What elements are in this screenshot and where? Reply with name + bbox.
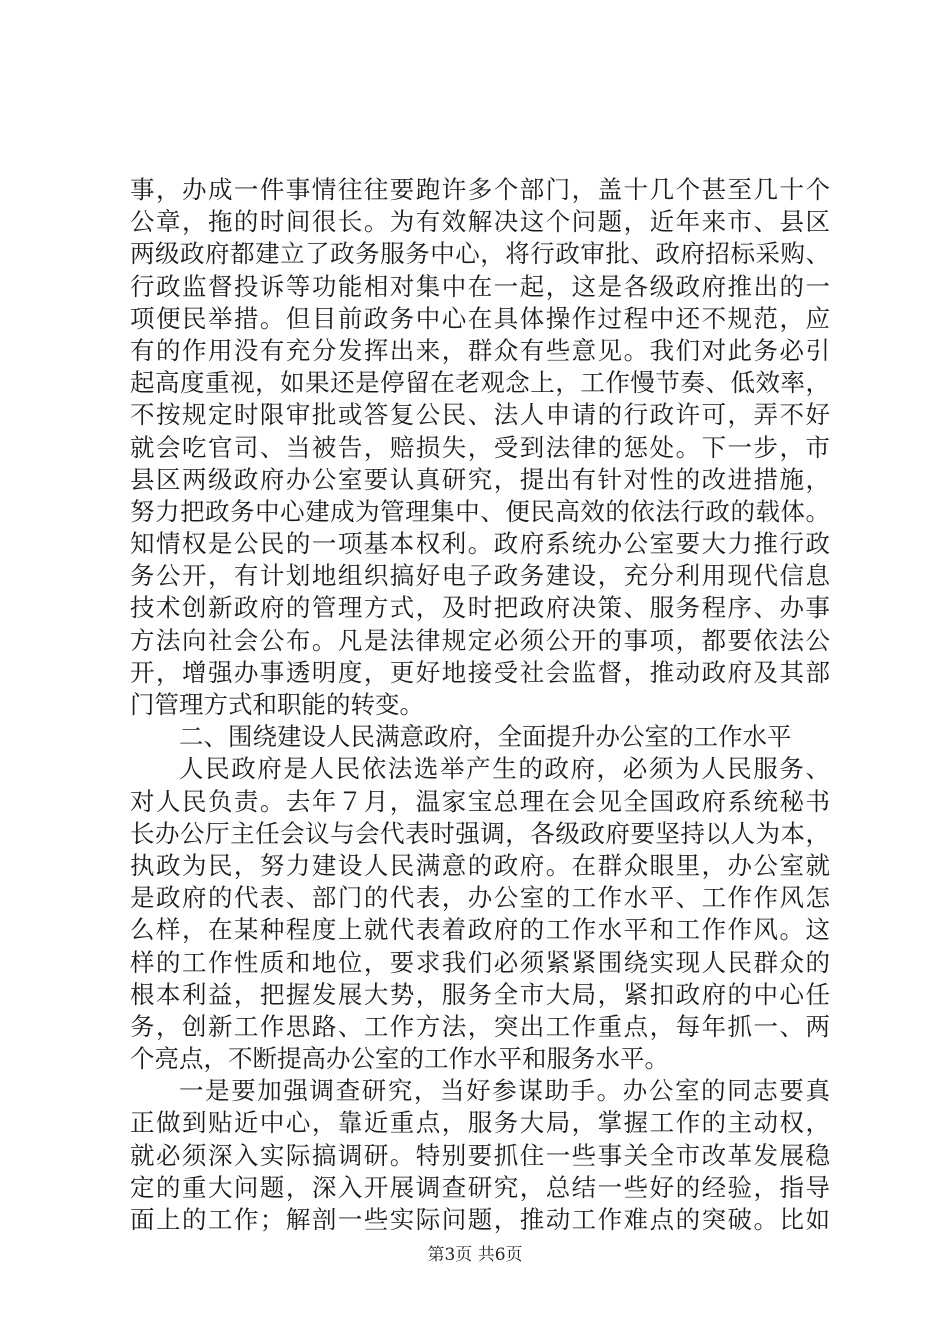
- text-line: 样的工作性质和地位，要求我们必须紧紧围绕实现人民群众的: [130, 947, 830, 977]
- text-line: 县区两级政府办公室要认真研究，提出有针对性的改进措施，: [130, 464, 830, 494]
- text-line: 人民政府是人民依法选举产生的政府，必须为人民服务、: [179, 754, 830, 784]
- text-line: 长办公厅主任会议与会代表时强调，各级政府要坚持以人为本，: [130, 818, 830, 848]
- text-line: 知情权是公民的一项基本权利。政府系统办公室要大力推行政: [130, 529, 830, 559]
- text-line: 务公开，有计划地组织搞好电子政务建设，充分利用现代信息: [130, 561, 830, 591]
- text-line: 根本利益，把握发展大势，服务全市大局，紧扣政府的中心任: [130, 979, 830, 1009]
- text-line: 正做到贴近中心，靠近重点，服务大局，掌握工作的主动权，: [130, 1108, 830, 1138]
- text-line: 事，办成一件事情往往要跑许多个部门，盖十几个甚至几十个: [130, 175, 830, 204]
- text-line: 起高度重视，如果还是停留在老观念上，工作慢节奏、低效率，: [130, 368, 830, 398]
- text-line: 务，创新工作思路、工作方法，突出工作重点，每年抓一、两: [130, 1011, 830, 1041]
- page-number-footer: 第3页 共6页: [427, 1245, 523, 1265]
- body-text: [130, 174, 830, 1236]
- text-line: 门管理方式和职能的转变。: [130, 690, 424, 719]
- text-line: 执政为民，努力建设人民满意的政府。在群众眼里，办公室就: [130, 850, 830, 880]
- text-line: 有的作用没有充分发挥出来，群众有些意见。我们对此务必引: [130, 335, 830, 365]
- text-line: 方法向社会公布。凡是法律规定必须公开的事项，都要依法公: [130, 625, 830, 655]
- text-line: 努力把政务中心建成为管理集中、便民高效的依法行政的载体。: [130, 496, 830, 526]
- text-line: 项便民举措。但目前政务中心在具体操作过程中还不规范，应: [130, 303, 830, 333]
- text-line: 公章，拖的时间很长。为有效解决这个问题，近年来市、县区: [130, 207, 830, 237]
- text-line: 技术创新政府的管理方式，及时把政府决策、服务程序、办事: [130, 593, 830, 623]
- text-line: 行政监督投诉等功能相对集中在一起，这是各级政府推出的一: [130, 271, 830, 301]
- text-line: 就会吃官司、当被告，赔损失，受到法律的惩处。下一步，市: [130, 432, 830, 462]
- text-line: 对人民负责。去年７月，温家宝总理在会见全国政府系统秘书: [130, 786, 830, 816]
- text-line: 个亮点，不断提高办公室的工作水平和服务水平。: [130, 1044, 669, 1074]
- text-line: 定的重大问题，深入开展调查研究，总结一些好的经验，指导: [130, 1172, 830, 1202]
- text-line: 面上的工作；解剖一些实际问题，推动工作难点的突破。比如: [130, 1205, 830, 1234]
- text-line: 两级政府都建立了政务服务中心，将行政审批、政府招标采购、: [130, 239, 830, 269]
- text-line: 一是要加强调查研究，当好参谋助手。办公室的同志要真: [179, 1076, 830, 1106]
- section-heading: 二、围绕建设人民满意政府，全面提升办公室的工作水平: [179, 722, 792, 752]
- text-line: 不按规定时限审批或答复公民、法人申请的行政许可，弄不好: [130, 400, 830, 430]
- text-line: 是政府的代表、部门的代表，办公室的工作水平、工作作风怎: [130, 883, 830, 913]
- text-line: 开，增强办事透明度，更好地接受社会监督，推动政府及其部: [130, 657, 830, 687]
- text-line: 就必须深入实际搞调研。特别要抓住一些事关全市改革发展稳: [130, 1140, 830, 1170]
- text-line: 么样，在某种程度上就代表着政府的工作水平和工作作风。这: [130, 915, 830, 945]
